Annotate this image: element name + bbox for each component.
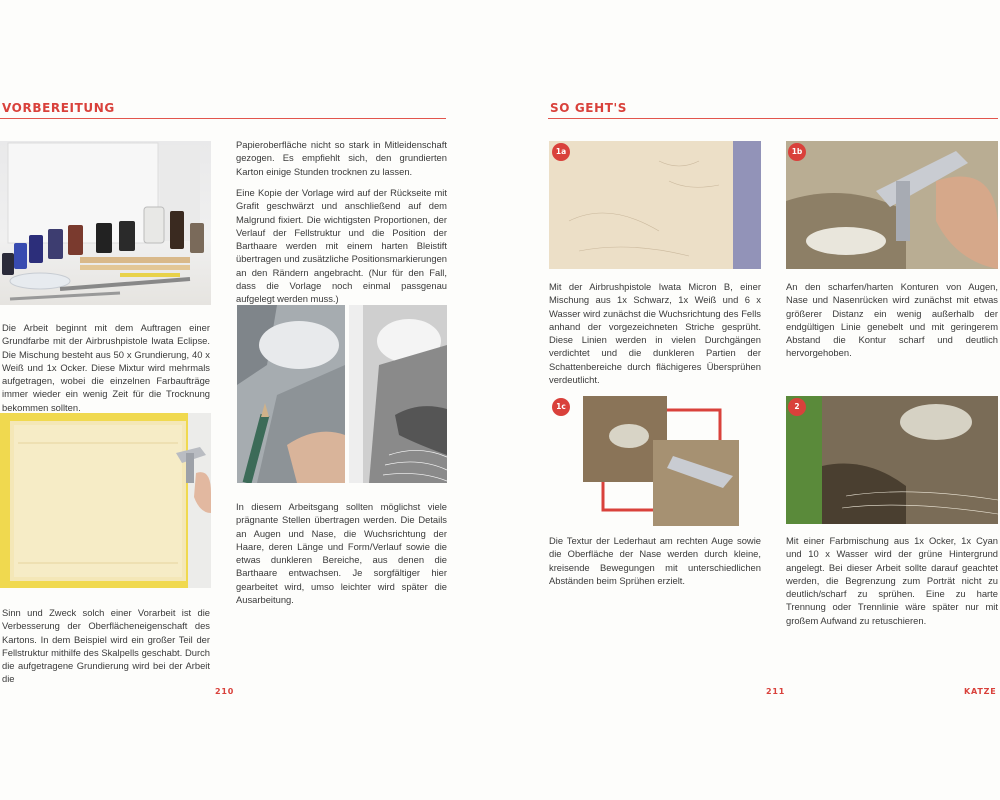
- running-footer-label: KATZE: [964, 687, 997, 696]
- paragraph-intro: Die Arbeit beginnt mit dem Auftragen einer Grundfarbe mit der Airbrushpistole Iwata Eclipse. Die Mischung besteht aus 50 x Grundierung, 40 x Weiß und 1x Ocker. Diese Mixtur wird mehrmals aufgetragen, wobei die einzelnen Farbaufträge immer wieder ein wenig Zeit für die Trocknung bekommen sollten.: [2, 322, 210, 413]
- step-1a-text: Mit der Airbrushpistole Iwata Micron B, einer Mischung aus 1x Schwarz, 1x Weiß und 6 x Wasser wird zunächst die Wuchsrichtung des Fells anhand der vorgezeichneten Striche gesprüht. Diese Linien werden in vielen Durchgängen verdichtet und die dunkleren Partien der Schattenbereiche durch flächigeres Übersprühen verdeutlicht.: [549, 281, 761, 386]
- pencil-transfer-photo: [237, 305, 345, 483]
- paragraph-continuation: Papieroberfläche nicht so stark in Mitleidenschaft gezogen. Es empfiehlt sich, den grundierten Karton einige Stunden trocknen zu lassen.: [236, 139, 447, 177]
- right-page: [500, 0, 1000, 800]
- paragraph-transfer: Eine Kopie der Vorlage wird auf der Rückseite mit Grafit geschwärzt und anschließend auf dem Malgrund fixiert. Die wichtigsten Proportionen, der Verlauf der Fellstruktur und die Position der Barthaare werden mit einem harten Bleistift übertragen und zusätzliche Positionsmarkierungen an den Rändern angebracht. (Nur für den Fall, dass die Vorlage noch einmal passgenau aufgelegt werden muss.): [236, 187, 447, 305]
- step-1b-photo: [786, 141, 998, 269]
- step-badge-2: 2: [788, 398, 806, 416]
- paragraph-details: In diesem Arbeitsgang sollten möglichst viele prägnante Stellen übertragen werden. Die Details an Augen und Nase, die Wuchsrichtung der Haare, deren Länge und Form/Verlauf sowie die etwas dunkleren Bereiche, aus denen die Barthaare entwachsen. Je sorgfältiger hier gearbeitet wird, umso leichter wird später die Ausarbeitung.: [236, 501, 447, 606]
- step-2-text: Mit einer Farbmischung aus 1x Ocker, 1x Cyan und 10 x Wasser wird der grüne Hintergrund angelegt. Bei dieser Arbeit sollte darauf geachtet werden, die Begrenzung zum Porträt nicht zu deutlich/scharf zu sprühen. Eine zu harte Trennung oder Trennlinie wäre später nur mit großem Aufwand zu retuschieren.: [786, 535, 998, 626]
- section-heading-vorbereitung: VORBEREITUNG: [2, 101, 115, 115]
- page-number-left: 210: [215, 687, 235, 696]
- step-1a-photo: [549, 141, 761, 269]
- step-badge-1b: 1b: [788, 143, 806, 161]
- step-1b-text: An den scharfen/harten Konturen von Augen, Nase und Nasenrücken wird zunächst mit etwas größerer Distanz ein wenig außerhalb der endgültigen Linie genebelt und mit geringerem Abstand die Kontur scharf und deutlich hervorgehoben.: [786, 281, 998, 359]
- paragraph-purpose: Sinn und Zweck solch einer Vorarbeit ist die Verbesserung der Oberflächeneigenschaft des Kartons. In dem Beispiel wird ein großer Teil der Fellstruktur mithilfe des Skalpells geschabt. Durch die aufgetragene Grundierung wird bei der Arbeit die: [2, 607, 210, 685]
- step-1c-text: Die Textur der Lederhaut am rechten Auge sowie die Oberfläche der Nase werden durch kleine, kreisende Bewegungen mit unterschiedlichen Abständen beim Sprühen erzielt.: [549, 535, 761, 586]
- materials-photo: [0, 141, 211, 305]
- transferred-sketch-photo: [349, 305, 447, 483]
- step-badge-1a: 1a: [552, 143, 570, 161]
- section-heading-so-gehts: SO GEHT'S: [550, 101, 628, 115]
- primed-board-photo: [0, 413, 211, 588]
- heading-rule: [548, 118, 998, 119]
- step-badge-1c: 1c: [552, 398, 570, 416]
- step-2-photo: [786, 396, 998, 524]
- page-number-right: 211: [766, 687, 786, 696]
- heading-rule: [0, 118, 446, 119]
- step-1c-composite: [583, 396, 740, 526]
